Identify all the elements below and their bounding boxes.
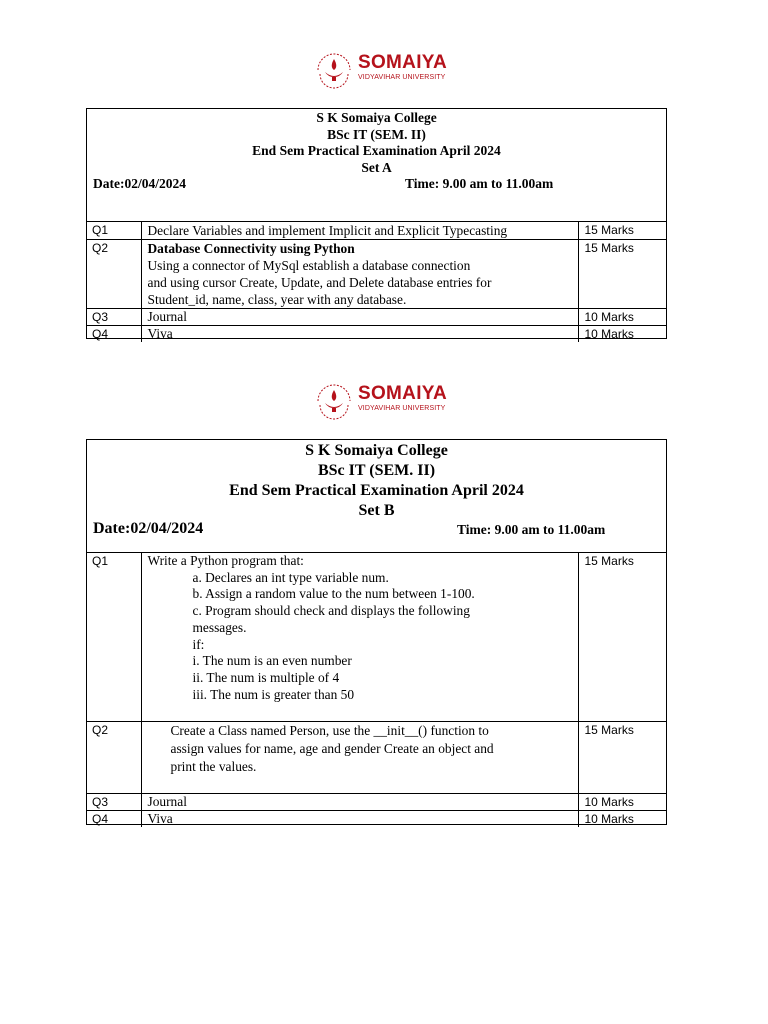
question-line: Using a connector of MySql establish a database connection xyxy=(147,258,471,273)
question-line: c. Program should check and displays the following xyxy=(192,603,470,619)
question-number: Q3 xyxy=(87,309,141,326)
table-row xyxy=(87,721,666,793)
logo-university-text: VIDYAVIHAR UNIVERSITY xyxy=(358,74,446,81)
question-line: i. The num is an even number xyxy=(192,653,352,669)
logo-brand-text: SOMAIYA xyxy=(358,383,448,404)
question-text: Viva xyxy=(141,326,578,343)
college-name: S K Somaiya College xyxy=(305,442,448,459)
question-line: a. Declares an int type variable num. xyxy=(192,569,389,585)
somaiya-emblem-icon xyxy=(312,381,356,421)
question-number: Q2 xyxy=(87,721,141,793)
question-line: and using cursor Create, Update, and Delete database entries for xyxy=(147,275,492,290)
set-label: Set B xyxy=(358,502,395,519)
question-text: Journal xyxy=(141,793,578,810)
question-number: Q3 xyxy=(87,793,141,810)
logo-university-text: VIDYAVIHAR UNIVERSITY xyxy=(358,405,446,412)
question-marks: 15 Marks xyxy=(578,721,666,793)
question-text xyxy=(141,721,578,793)
somaiya-logo xyxy=(312,381,462,421)
question-number: Q2 xyxy=(87,240,141,309)
exam-time: Time: 9.00 am to 11.00am xyxy=(405,176,554,191)
question-marks: 15 Marks xyxy=(578,240,666,309)
question-line: assign values for name, age and gender Create an object and xyxy=(170,740,494,756)
question-number: Q4 xyxy=(87,326,141,343)
question-text: Viva xyxy=(141,810,578,827)
exam-header xyxy=(87,441,666,553)
table-row xyxy=(87,309,666,326)
question-marks: 10 Marks xyxy=(578,326,666,343)
exam-date: Date:02/04/2024 xyxy=(93,176,186,191)
questions-table xyxy=(87,553,666,827)
date-time-row xyxy=(87,176,666,193)
question-line: iii. The num is greater than 50 xyxy=(192,686,355,702)
question-text: Journal xyxy=(141,309,578,326)
question-marks: 15 Marks xyxy=(584,223,634,237)
question-marks: 15 Marks xyxy=(584,554,634,568)
exam-date: Date:02/04/2024 xyxy=(93,520,204,537)
table-row xyxy=(87,240,666,309)
table-row xyxy=(87,326,666,343)
question-text: Declare Variables and implement Implicit and Explicit Typecasting xyxy=(141,222,578,240)
question-intro: Write a Python program that: xyxy=(147,553,304,568)
table-row xyxy=(87,222,666,240)
exam-time: Time: 9.00 am to 11.00am xyxy=(457,522,606,537)
question-number: Q1 xyxy=(87,553,141,721)
table-row xyxy=(87,810,666,827)
exam-set-a xyxy=(86,108,667,339)
questions-table xyxy=(87,222,666,342)
question-marks: 10 Marks xyxy=(578,810,666,827)
course-name: BSc IT (SEM. II) xyxy=(327,126,426,142)
question-line: b. Assign a random value to the num between 1-100. xyxy=(192,586,475,602)
question-text xyxy=(141,240,578,309)
question-line: if: xyxy=(192,636,205,652)
question-title: Database Connectivity using Python xyxy=(147,241,355,256)
question-line: messages. xyxy=(192,619,247,635)
exam-title: End Sem Practical Examination April 2024 xyxy=(229,482,524,499)
table-row xyxy=(87,553,666,721)
exam-header xyxy=(87,110,666,222)
somaiya-emblem-icon xyxy=(312,50,356,90)
question-line: print the values. xyxy=(170,758,257,774)
question-line: Create a Class named Person, use the __init__() function to xyxy=(170,722,489,738)
course-name: BSc IT (SEM. II) xyxy=(317,462,436,479)
exam-set-b xyxy=(86,439,667,825)
question-marks: 10 Marks xyxy=(578,309,666,326)
table-row xyxy=(87,793,666,810)
somaiya-logo xyxy=(312,50,462,90)
college-name: S K Somaiya College xyxy=(316,110,437,125)
question-text xyxy=(141,553,578,721)
logo-brand-text: SOMAIYA xyxy=(358,52,448,73)
question-number: Q1 xyxy=(87,222,141,240)
question-line: Student_id, name, class, year with any database. xyxy=(147,292,407,307)
exam-title: End Sem Practical Examination April 2024 xyxy=(252,143,501,158)
question-line: ii. The num is multiple of 4 xyxy=(192,669,340,685)
set-label: Set A xyxy=(361,159,392,175)
question-number: Q4 xyxy=(87,810,141,827)
question-marks: 10 Marks xyxy=(578,793,666,810)
date-time-row xyxy=(87,520,666,540)
